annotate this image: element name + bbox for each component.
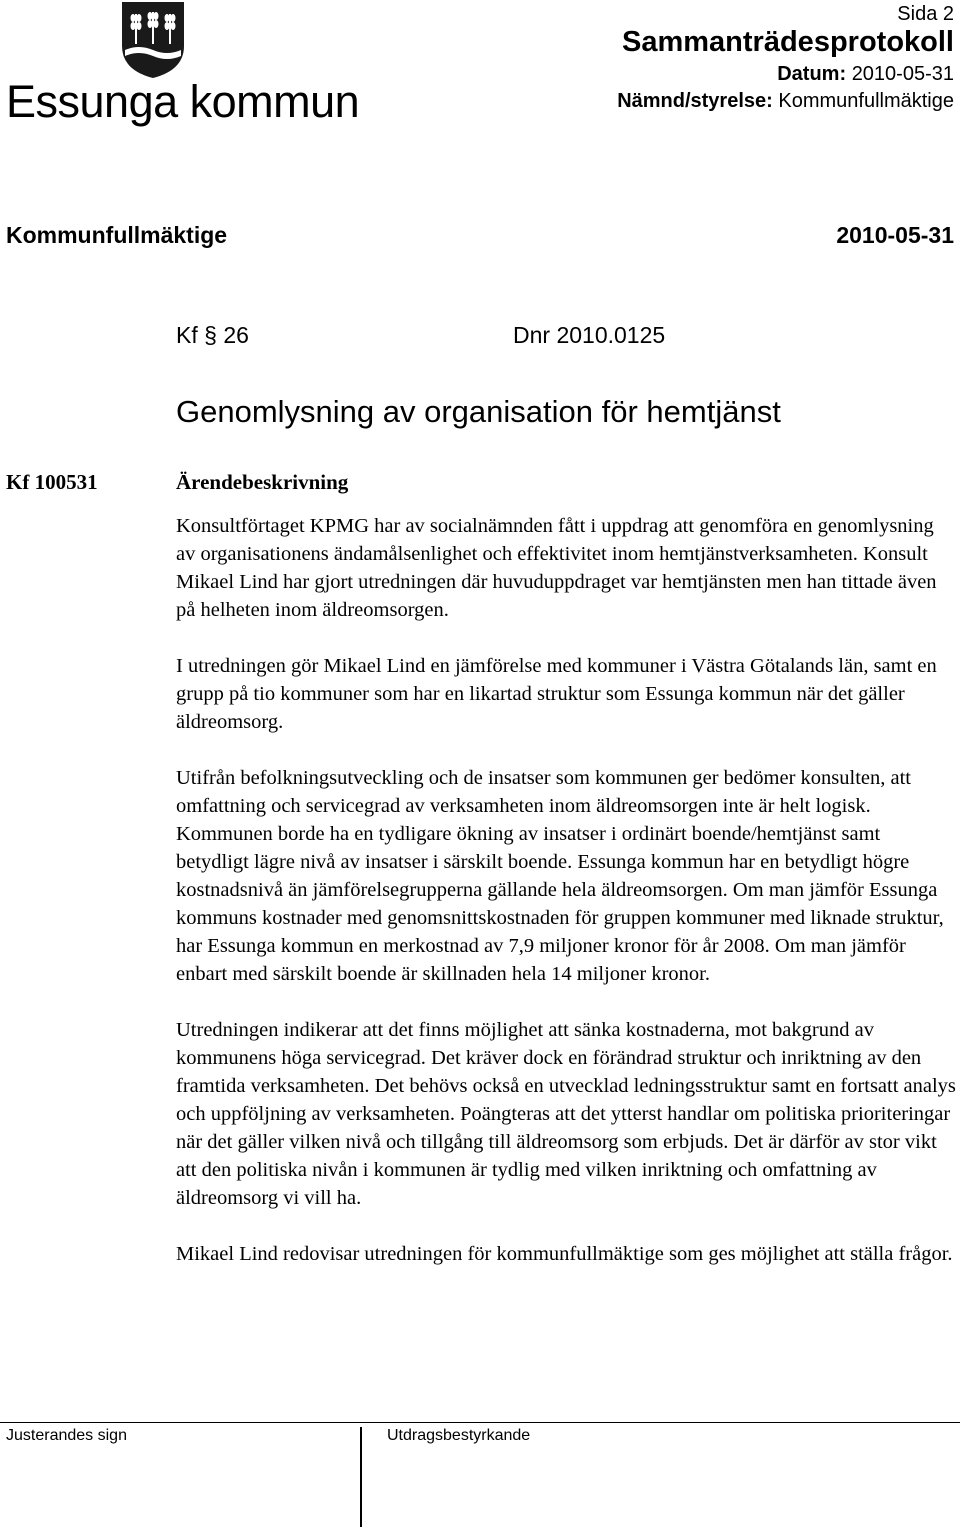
meeting-date xyxy=(777,63,954,86)
document-title: Sammanträdesprotokoll xyxy=(622,26,954,58)
board-label: Nämnd/styrelse: xyxy=(617,90,773,112)
section-date: 2010-05-31 xyxy=(836,222,954,248)
board-value: Kommunfullmäktige xyxy=(778,90,954,112)
board-line xyxy=(617,90,954,113)
footer-certification-label: Utdragsbestyrkande xyxy=(387,1427,531,1444)
section-sign-icon: § xyxy=(204,322,217,348)
kf-prefix: Kf xyxy=(176,322,198,348)
paragraph: Utifrån befolkningsutveckling och de insatser som kommunen ger bedömer konsulten, att omfattning och servicegrad av verksamheten inom äldreomsorgen inte är helt logisk. Kommunen borde ha en tydligare ökning av insatser i ordinärt boende/hemtjänst samt betydligt lägre nivå av insatser i särskilt boende. Essunga kommun har en betydligt högre kostnadsnivå än jämförelsegrupperna gällande hela äldreomsorgen. Om man jämför Essunga kommuns kostnader med genomsnittskostnaden för gruppen kommuner med liknade struktur, har Essunga kommun en merkostnad av 7,9 miljoner kronor för år 2008. Om man jämför enbart med särskilt boende är skillnaden hela 14 miljoner kronor. xyxy=(176,767,944,985)
paragraph: I utredningen gör Mikael Lind en jämförelse med kommuner i Västra Götalands län, samt en grupp på tio kommuner som har en likartad struktur som Essunga kommun när det gäller äldreomsorg. xyxy=(176,655,937,733)
footer-signature-label: Justerandes sign xyxy=(6,1427,127,1444)
side-reference: Kf 100531 xyxy=(6,470,98,494)
paragraph: Utredningen indikerar att det finns möjlighet att sänka kostnaderna, mot bakgrund av kommunens höga servicegrad. Det kräver dock en förändrad struktur och inriktning av den framtida verksamheten. Det behövs också en utvecklad ledningsstruktur samt en fortsatt analys och uppföljning av verksamheten. Poängteras att det ytterst handlar om politiska prioriteringar när det gäller vilken nivå och tillgång till äldreomsorg som erbjuds. Det är därför av stor vikt att den politiska nivån i kommunen är tydlig med vilken inriktning och omfattning av äldreomsorg vi vill ha. xyxy=(176,1019,956,1209)
date-value: 2010-05-31 xyxy=(851,63,954,85)
paragraph: Konsultförtaget KPMG har av socialnämnden fått i uppdrag att genomföra en genomlysning av organisationens ändamålsenlighet och effektivitet inom hemtjänstverksamheten. Konsult Mikael Lind har gjort utredningen där huvuduppdraget var hemtjänsten men han tittade även på helheten inom äldreomsorgen. xyxy=(176,515,937,621)
footer-rule xyxy=(0,1422,960,1423)
kf-number: 26 xyxy=(223,322,249,348)
case-title: Genomlysning av organisation för hemtjänst xyxy=(176,394,781,429)
case-subheading: Ärendebeskrivning xyxy=(176,470,349,494)
paragraph: Mikael Lind redovisar utredningen för kommunfullmäktige som ges möjlighet att ställa frågor. xyxy=(176,1243,953,1265)
section-row xyxy=(6,222,954,249)
footer-divider xyxy=(360,1427,362,1527)
page-number: Sida 2 xyxy=(897,3,954,25)
diary-number: Dnr 2010.0125 xyxy=(513,322,666,348)
section-body-name: Kommunfullmäktige xyxy=(6,222,228,248)
case-number xyxy=(176,322,249,349)
date-label: Datum: xyxy=(777,63,847,85)
municipality-logo-text: Essunga kommun xyxy=(6,76,360,127)
case-description xyxy=(176,512,956,1268)
municipality-coat-of-arms xyxy=(6,0,296,85)
